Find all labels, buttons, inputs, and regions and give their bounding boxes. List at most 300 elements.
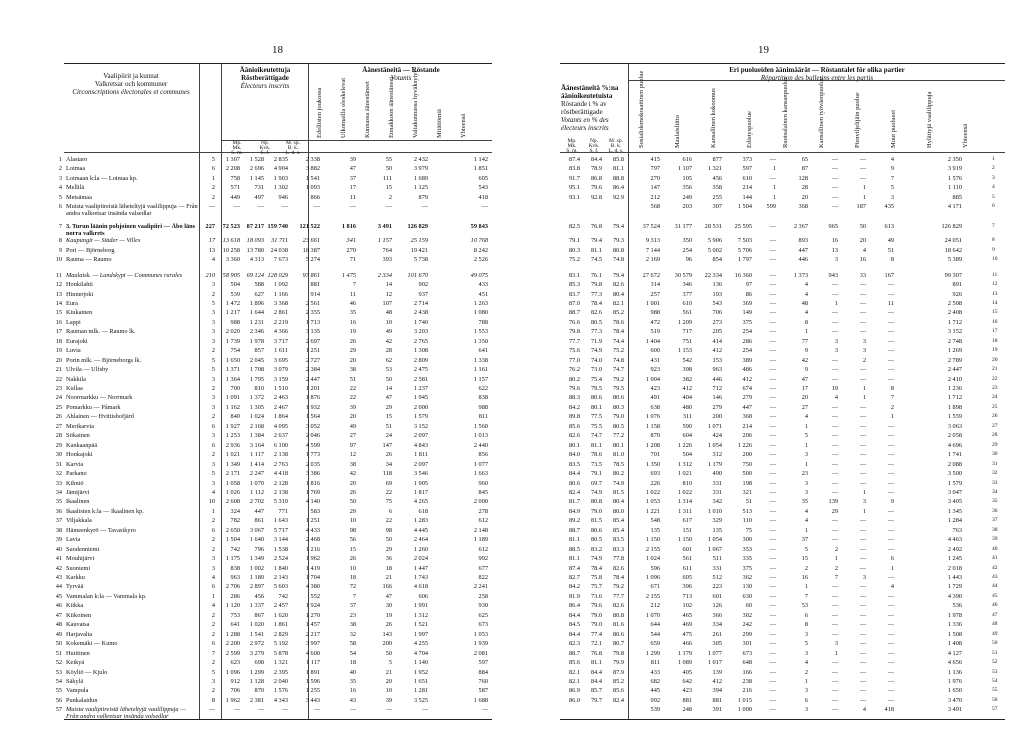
pct-value: 81.6 xyxy=(612,621,624,629)
row-number: 46 xyxy=(992,602,998,609)
party-value: 1 504 xyxy=(737,203,752,211)
row-value: 622 xyxy=(478,385,488,392)
row-value: 258 xyxy=(478,592,488,600)
row-value: 1 504 xyxy=(225,536,240,544)
row-value: 10 768 xyxy=(470,237,488,245)
row-value: 35 xyxy=(349,677,356,685)
row-number: 57 xyxy=(992,706,998,713)
party-value: 605 xyxy=(682,574,692,581)
row-value: 29 xyxy=(385,545,392,553)
row-value: 24 038 xyxy=(270,246,288,254)
party-value: 2 447 xyxy=(947,366,962,374)
row-number: 11 xyxy=(992,271,998,278)
pct-value: 78.9 xyxy=(590,165,602,173)
row-value: 1 020 xyxy=(249,621,264,629)
row-number: 29 xyxy=(992,441,998,448)
party-value: 1 269 xyxy=(947,347,962,355)
party-value: 415 xyxy=(650,156,660,163)
row-value: 1 255 xyxy=(305,687,320,695)
rotated-col-header: Kunnassa äänestäneet xyxy=(364,81,371,138)
row-value: 1 120 xyxy=(225,602,240,610)
row-value: 111 xyxy=(383,174,392,182)
unit-text: Mp. xyxy=(232,140,242,146)
party-value: — xyxy=(769,394,776,402)
row-name: Porin mlk. — Björneborgs lk. xyxy=(66,356,142,364)
party-value: — xyxy=(769,536,776,544)
pct-value: 80.1 xyxy=(568,441,580,449)
row-value: 26 xyxy=(385,621,392,629)
party-value: — xyxy=(887,451,894,459)
pct-value: 79.0 xyxy=(612,413,624,421)
row-value: 3 079 xyxy=(273,366,288,374)
party-value: 75 xyxy=(745,526,752,534)
party-value: 599 xyxy=(766,203,776,211)
pct-value: 78.4 xyxy=(590,564,602,572)
row-value: 18 xyxy=(385,564,392,572)
party-value: 1 xyxy=(862,193,866,201)
party-value: 187 xyxy=(856,203,866,211)
pct-value: 76.6 xyxy=(568,318,580,326)
party-value: 693 xyxy=(650,470,660,478)
row-value: 143 xyxy=(382,630,392,638)
row-number: 41 xyxy=(992,555,998,562)
row-value: 497 xyxy=(254,193,264,201)
row-value: 782 xyxy=(230,517,240,525)
row-value: — xyxy=(257,203,264,211)
row-value: 2 171 xyxy=(225,470,240,478)
party-col-header: Kansallinen kokoomus xyxy=(710,88,717,148)
row-value: 418 xyxy=(478,193,488,201)
row-name: Honkilahti xyxy=(66,281,93,289)
row-value: 5 274 xyxy=(305,256,320,264)
party-value: 350 xyxy=(682,237,692,245)
party-value: 519 xyxy=(650,328,660,336)
row-value: 2 xyxy=(211,630,215,638)
row-number: 52 xyxy=(992,659,998,666)
party-value: — xyxy=(831,592,838,600)
row-value: 1 713 xyxy=(305,318,320,326)
party-value: 6 xyxy=(804,696,808,704)
party-value: 48 xyxy=(801,299,808,307)
pct-value: 80.4 xyxy=(612,290,624,298)
row-value: 6 xyxy=(211,640,215,648)
row-value: 1 302 xyxy=(273,184,288,192)
row-value: 884 xyxy=(478,668,488,676)
row-number: 14 xyxy=(55,299,62,307)
party-value: 469 xyxy=(682,621,692,629)
party-value: 1 153 xyxy=(677,347,692,355)
row-value: 59 843 xyxy=(470,223,488,231)
pct-value: 87.9 xyxy=(612,668,624,676)
party-value: 1 xyxy=(862,488,866,496)
party-value: 368 xyxy=(742,413,752,421)
party-value: — xyxy=(769,451,776,459)
row-value: 612 xyxy=(478,545,488,553)
party-value: 717 xyxy=(682,328,692,336)
row-value: 879 xyxy=(418,193,428,201)
row-value: 3 203 xyxy=(413,328,428,336)
row-name: Kullaa xyxy=(66,385,83,392)
party-value: — xyxy=(859,668,866,676)
row-value: 1 312 xyxy=(413,611,428,619)
party-value: 60 xyxy=(745,602,752,610)
row-value: 58 905 xyxy=(222,271,240,279)
party-value: 590 xyxy=(682,422,692,430)
row-value: 625 xyxy=(478,611,488,619)
unit-text: S. f. xyxy=(260,150,270,156)
row-value: 623 xyxy=(230,659,240,667)
row-name: Pori — Björneborg xyxy=(66,246,115,254)
row-value: 838 xyxy=(478,394,488,402)
party-col-header: Hylättyjä vaalilippuja xyxy=(926,91,933,148)
party-value: 5 002 xyxy=(707,246,722,254)
party-value: 486 xyxy=(742,366,752,374)
row-value: 4 418 xyxy=(273,470,288,478)
row-value: 2 702 xyxy=(249,498,264,506)
party-value: 610 xyxy=(682,299,692,307)
row-name: Muista vaalipiireistä läheteltyjä vaalilippuja — Från andra valkretsar insända valsedlar xyxy=(66,706,186,721)
row-value: 4 xyxy=(211,256,215,264)
row-number: 48 xyxy=(992,621,998,628)
row-value: 1 903 xyxy=(273,174,288,182)
row-value: 1 024 xyxy=(249,413,264,421)
row-value: 11 xyxy=(349,290,356,298)
row-value: — xyxy=(421,203,428,211)
row-number: 36 xyxy=(55,507,62,515)
party-value: — xyxy=(887,696,894,704)
party-value: 19 xyxy=(831,385,838,392)
party-value: 4 127 xyxy=(947,649,962,657)
pct-value: 79.8 xyxy=(612,649,624,657)
row-number: 20 xyxy=(992,356,998,363)
pct-value: 88.5 xyxy=(568,545,580,553)
party-value: 368 xyxy=(798,203,808,211)
party-value: 4 xyxy=(890,583,894,591)
party-value: 2 xyxy=(834,545,838,553)
party-value: — xyxy=(769,649,776,657)
party-value: 445 xyxy=(650,687,660,695)
row-number: 37 xyxy=(992,517,998,524)
row-value: 49 xyxy=(349,422,356,430)
row-number: 49 xyxy=(55,630,62,638)
row-value: 2 138 xyxy=(273,488,288,496)
row-value: 605 xyxy=(478,174,488,182)
party-value: — xyxy=(769,385,776,392)
party-value: — xyxy=(769,507,776,515)
party-value: 885 xyxy=(952,193,962,201)
party-value: 226 xyxy=(650,479,660,487)
row-value: 1 251 xyxy=(305,347,320,355)
pct-value: 84.4 xyxy=(590,156,602,163)
pct-value: 83.7 xyxy=(568,290,580,298)
party-value: 630 xyxy=(742,592,752,600)
row-value: 1 162 xyxy=(225,403,240,411)
party-value: — xyxy=(769,479,776,487)
party-value: — xyxy=(887,630,894,638)
party-value: 5 389 xyxy=(947,256,962,264)
row-number: 42 xyxy=(992,564,998,571)
pct-value: 80.8 xyxy=(612,246,624,254)
row-value: 3 067 xyxy=(249,526,264,534)
party-col-header: Muut puolueet xyxy=(890,109,897,148)
row-value: 3 717 xyxy=(273,337,288,345)
row-value: 2 765 xyxy=(413,337,428,345)
party-value: 943 xyxy=(828,271,838,279)
pct-value: 84.2 xyxy=(568,403,580,411)
row-number: 51 xyxy=(55,649,62,657)
row-value: 2 650 xyxy=(225,526,240,534)
party-value: 1 xyxy=(890,413,894,421)
row-value: 28 xyxy=(385,347,392,355)
party-value: 1 xyxy=(804,328,808,336)
party-value: 423 xyxy=(650,385,660,392)
row-value: 5 xyxy=(211,470,215,478)
party-value: 3 xyxy=(862,574,866,581)
party-value: 750 xyxy=(742,460,752,468)
row-value: 18 xyxy=(349,574,356,581)
row-value: 5 xyxy=(211,299,215,307)
row-number: 19 xyxy=(992,347,998,354)
pct-value: 85.6 xyxy=(568,422,580,430)
party-value: 1 345 xyxy=(947,507,962,515)
party-value: 151 xyxy=(682,526,692,534)
party-value: — xyxy=(887,422,894,430)
row-value: 2 338 xyxy=(305,156,320,163)
party-value: — xyxy=(831,318,838,326)
row-value: 1 xyxy=(211,507,215,515)
party-value: 9 xyxy=(890,498,894,506)
party-value: — xyxy=(859,696,866,704)
row-name: Suodenniemi xyxy=(66,545,100,553)
row-value: 5 xyxy=(211,156,215,163)
row-name: Siikainen xyxy=(66,432,90,440)
row-value: — xyxy=(281,203,288,211)
row-value: 796 xyxy=(254,545,264,553)
row-name: Kiikoinen xyxy=(66,611,92,619)
entity-header-fr: Circonscriptions électorales et communes xyxy=(72,88,190,96)
row-number: 28 xyxy=(992,432,998,439)
party-value: 2 058 xyxy=(947,432,962,440)
party-value: — xyxy=(859,432,866,440)
row-number: 31 xyxy=(992,460,998,467)
party-value: 198 xyxy=(742,479,752,487)
row-value: 40 xyxy=(349,668,356,676)
party-value: — xyxy=(831,184,838,192)
row-value: 571 xyxy=(230,184,240,192)
row-name: Ikaalisten k:la — Ikaalinen kp. xyxy=(66,507,144,515)
party-value: 77 xyxy=(801,337,808,345)
pct-value: 83.2 xyxy=(590,545,602,553)
party-value: — xyxy=(859,165,866,173)
party-value: — xyxy=(769,555,776,563)
row-value: 2 xyxy=(211,545,215,553)
row-value: 1 157 xyxy=(377,237,392,245)
row-value: — xyxy=(282,706,288,714)
row-value: 35 xyxy=(349,309,356,317)
row-value: 3 386 xyxy=(305,470,320,478)
row-value: 47 xyxy=(385,592,392,600)
party-value: 1 xyxy=(804,583,808,591)
party-value: 1 797 xyxy=(737,256,752,264)
pct-value: 78.4 xyxy=(612,574,624,581)
party-value: 877 xyxy=(712,156,722,163)
party-value: 1 311 xyxy=(678,507,692,515)
party-value: — xyxy=(887,649,894,657)
pct-value: 82.1 xyxy=(568,677,580,685)
row-value: 2 897 xyxy=(249,583,264,591)
row-value: 29 xyxy=(349,347,356,355)
party-value: 391 xyxy=(712,706,722,714)
party-value: — xyxy=(887,621,894,629)
party-value: 7 xyxy=(890,174,894,182)
party-value: 642 xyxy=(682,677,692,685)
row-value: 2 438 xyxy=(413,309,428,317)
party-value: 3 405 xyxy=(947,498,962,506)
party-value: — xyxy=(831,174,838,182)
row-value: 2 xyxy=(211,184,215,192)
party-value: 1 712 xyxy=(947,318,962,326)
row-number: 31 xyxy=(55,460,62,468)
row-number: 17 xyxy=(55,328,62,336)
party-value: 13 xyxy=(831,246,838,254)
row-value: 4 xyxy=(211,488,215,496)
party-value: 4 xyxy=(804,309,808,317)
row-value: 2 447 xyxy=(305,375,320,383)
row-value: 2 148 xyxy=(473,526,488,534)
row-value: 128 029 xyxy=(267,271,288,279)
row-value: 840 xyxy=(230,413,240,421)
row-value: 1 092 xyxy=(273,281,288,289)
pct-value: 79.3 xyxy=(612,237,624,245)
party-value: 561 xyxy=(682,555,692,563)
pct-value: 76.8 xyxy=(590,649,602,657)
party-value: 27 672 xyxy=(642,271,660,279)
party-value: 5 xyxy=(804,640,808,648)
party-value: 1 077 xyxy=(707,649,722,657)
pct-value: 81.7 xyxy=(568,498,580,506)
party-value: 286 xyxy=(742,337,752,345)
party-value: 6 xyxy=(890,555,894,563)
party-value: — xyxy=(769,337,776,345)
party-value: — xyxy=(831,375,838,383)
row-value: 742 xyxy=(278,592,288,600)
pct-value: 81.5 xyxy=(612,488,624,496)
party-value: 97 xyxy=(745,281,752,289)
party-value: — xyxy=(831,203,838,211)
party-value: — xyxy=(887,545,894,553)
row-value: 2 463 xyxy=(273,394,288,402)
party-value: 369 xyxy=(742,299,752,307)
party-value: 16 xyxy=(831,237,838,245)
party-value: 706 xyxy=(712,309,722,317)
row-value: 3 xyxy=(211,394,215,402)
row-number: 46 xyxy=(55,602,62,610)
row-name: Keikyä xyxy=(66,659,85,667)
pct-value: 74.8 xyxy=(612,356,624,364)
row-value: 433 xyxy=(478,281,488,289)
party-value: — xyxy=(859,375,866,383)
party-value: — xyxy=(859,659,866,667)
pct-col-header xyxy=(561,84,627,132)
pct-value: 81.1 xyxy=(612,165,624,173)
party-value: 8 xyxy=(890,256,894,264)
party-value: — xyxy=(859,640,866,648)
party-value: 1 209 xyxy=(677,318,692,326)
row-number: 22 xyxy=(55,375,62,383)
party-value: 644 xyxy=(650,621,660,629)
party-value: 2 367 xyxy=(793,223,808,231)
row-value: 2 xyxy=(388,193,392,201)
row-value: 2 384 xyxy=(305,366,320,374)
row-name: Ulvila — Ulfsby xyxy=(66,366,109,374)
row-number: 4 xyxy=(58,184,62,192)
row-number: 27 xyxy=(992,422,998,429)
party-value: 270 xyxy=(650,174,660,182)
row-value: 26 xyxy=(349,337,356,345)
row-value: 1 305 xyxy=(249,403,264,411)
party-value: 302 xyxy=(742,611,752,619)
row-value: 1 447 xyxy=(413,564,428,572)
row-value: 1 180 xyxy=(249,574,264,581)
voters-col-header xyxy=(312,66,490,82)
party-value: 682 xyxy=(650,677,660,685)
pct-value: 79.4 xyxy=(590,237,602,245)
row-value: 1 472 xyxy=(225,299,240,307)
party-value: 597 xyxy=(742,165,752,173)
row-value: 48 xyxy=(385,309,392,317)
pct-value: 92.8 xyxy=(590,193,602,201)
row-name: Viljakkala xyxy=(66,517,92,525)
row-value: 42 xyxy=(349,470,356,478)
row-value: 2 219 xyxy=(273,318,288,326)
row-value: 2 475 xyxy=(413,366,428,374)
party-value: 3 xyxy=(804,687,808,695)
row-value: 3 695 xyxy=(273,356,288,364)
row-value: 3 164 xyxy=(249,441,264,449)
party-value: 2 508 xyxy=(947,299,962,307)
row-value: 2 020 xyxy=(225,328,240,336)
row-value: 2 763 xyxy=(273,460,288,468)
party-value: 22 334 xyxy=(704,271,722,279)
party-value: 248 xyxy=(682,706,692,714)
row-value: 4 xyxy=(211,574,215,581)
row-value: 1 350 xyxy=(473,337,488,345)
party-value: — xyxy=(887,687,894,695)
header-divider xyxy=(560,152,1005,153)
party-value: — xyxy=(887,366,894,374)
party-value: 3 xyxy=(834,640,838,648)
row-value: 5 717 xyxy=(273,526,288,534)
party-value: 1 xyxy=(804,526,808,534)
pct-value: 80.0 xyxy=(612,507,624,515)
row-value: 1 161 xyxy=(473,366,488,374)
row-value: 4 380 xyxy=(305,583,320,591)
row-value: 2 457 xyxy=(273,602,288,610)
party-value: — xyxy=(859,611,866,619)
row-value: 2 xyxy=(211,413,215,421)
row-value: 1 371 xyxy=(225,366,240,374)
party-value: — xyxy=(831,441,838,449)
pct-value: 82.6 xyxy=(612,602,624,610)
row-value: 29 xyxy=(349,507,356,515)
row-value: 856 xyxy=(478,451,488,459)
party-value: 7 xyxy=(834,574,838,581)
row-value: 2 581 xyxy=(413,375,428,383)
pct-value: 79.4 xyxy=(612,271,624,279)
party-value: — xyxy=(831,526,838,534)
pct-value: 79.8 xyxy=(568,328,580,336)
party-value: 1 150 xyxy=(677,536,692,544)
